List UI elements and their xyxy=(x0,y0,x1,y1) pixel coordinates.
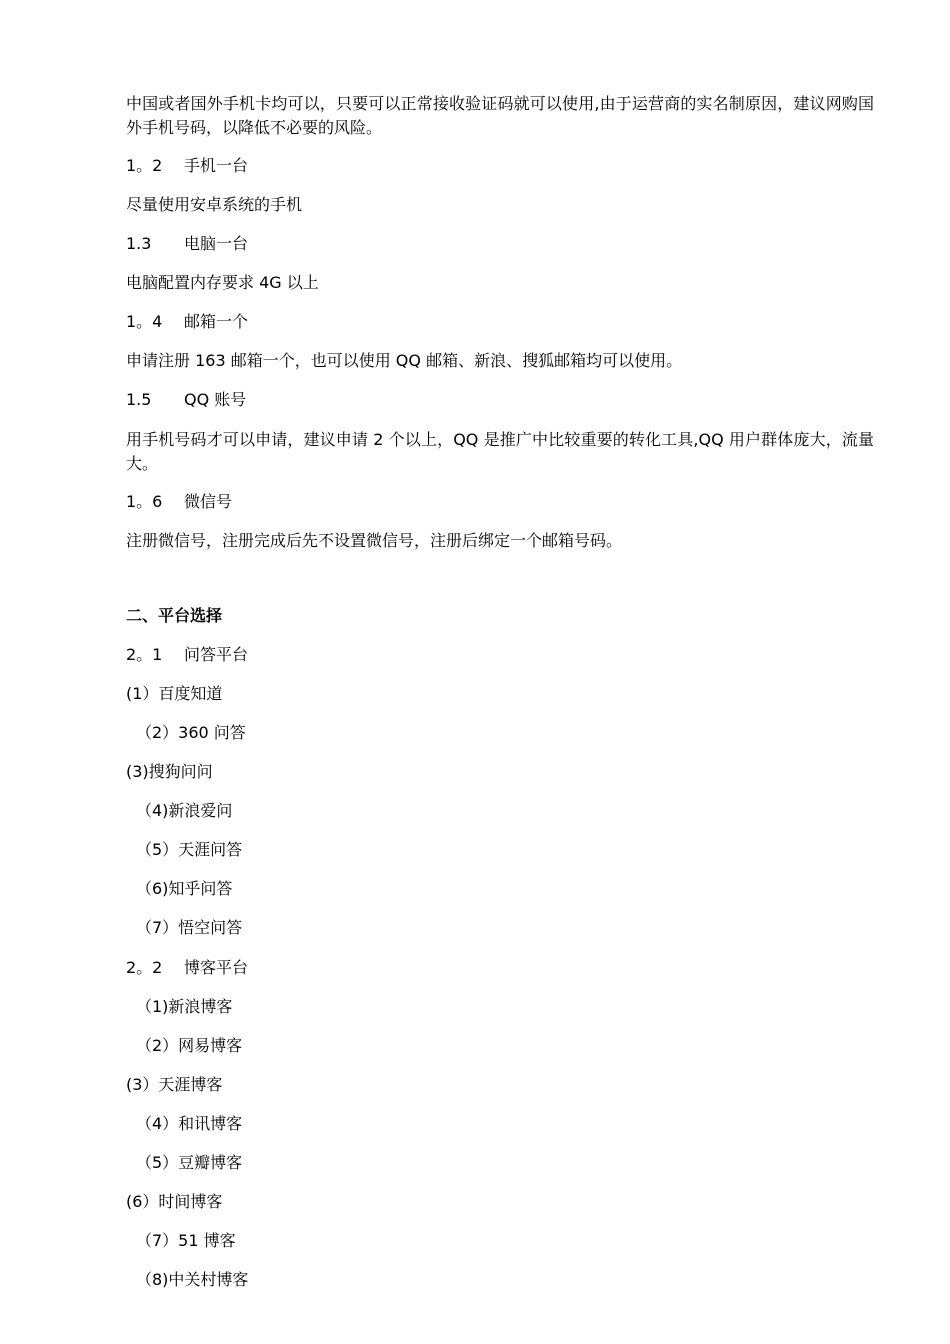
list-item-qa: （5）天涯问答 xyxy=(136,840,243,859)
heading-title: 问答平台 xyxy=(184,645,249,664)
heading-title: QQ 账号 xyxy=(184,390,247,409)
heading-title: 手机一台 xyxy=(184,156,249,175)
paragraph-qq: 用手机号码才可以申请，建议申请 2 个以上，QQ 是推广中比较重要的转化工具,QQ 用户群体庞大，流量大。 xyxy=(126,430,874,473)
heading-1-4 xyxy=(126,310,248,334)
heading-2-2 xyxy=(126,956,248,980)
list-item-blog: (3）天涯博客 xyxy=(126,1075,223,1094)
list-item-qa: (3)搜狗问问 xyxy=(126,762,213,781)
heading-title: 电脑一台 xyxy=(184,234,249,253)
list-item-blog: (6）时间博客 xyxy=(126,1192,223,1211)
section-heading-platform: 二、平台选择 xyxy=(126,606,223,625)
list-item-blog: （5）豆瓣博客 xyxy=(136,1153,243,1172)
heading-number: 1.5 xyxy=(126,390,152,409)
heading-title: 微信号 xyxy=(184,492,233,511)
heading-title: 博客平台 xyxy=(184,958,249,977)
list-item-qa: （4)新浪爱问 xyxy=(136,801,233,820)
paragraph-email: 申请注册 163 邮箱一个，也可以使用 QQ 邮箱、新浪、搜狐邮箱均可以使用。 xyxy=(126,351,683,370)
paragraph-phone-card: 中国或者国外手机卡均可以，只要可以正常接收验证码就可以使用,由于运营商的实名制原因，建议网购国外手机号码，以降低不必要的风险。 xyxy=(126,94,874,137)
list-item-blog: （1)新浪博客 xyxy=(136,997,233,1016)
heading-1-5 xyxy=(126,388,246,412)
heading-2-1 xyxy=(126,643,248,667)
paragraph-computer: 电脑配置内存要求 4G 以上 xyxy=(126,273,319,292)
heading-1-3 xyxy=(126,232,248,256)
list-item-qa: （6)知乎问答 xyxy=(136,879,233,898)
heading-number: 1。2 xyxy=(126,156,163,175)
heading-number: 1。4 xyxy=(126,312,163,331)
list-item-blog: （8)中关村博客 xyxy=(136,1270,249,1289)
list-item-qa: (1）百度知道 xyxy=(126,684,223,703)
list-item-qa: （2）360 问答 xyxy=(136,723,246,742)
heading-number: 1.3 xyxy=(126,234,152,253)
list-item-blog: （2）网易博客 xyxy=(136,1036,243,1055)
heading-1-6 xyxy=(126,490,232,514)
heading-1-2 xyxy=(126,154,248,178)
paragraph-wechat: 注册微信号，注册完成后先不设置微信号，注册后绑定一个邮箱号码。 xyxy=(126,531,623,550)
list-item-qa: （7）悟空问答 xyxy=(136,918,243,937)
list-item-blog: （4）和讯博客 xyxy=(136,1114,243,1133)
heading-number: 2。2 xyxy=(126,958,163,977)
heading-title: 邮箱一个 xyxy=(184,312,249,331)
heading-number: 1。6 xyxy=(126,492,163,511)
heading-number: 2。1 xyxy=(126,645,163,664)
list-item-blog: （7）51 博客 xyxy=(136,1231,236,1250)
paragraph-phone: 尽量使用安卓系统的手机 xyxy=(126,195,303,214)
